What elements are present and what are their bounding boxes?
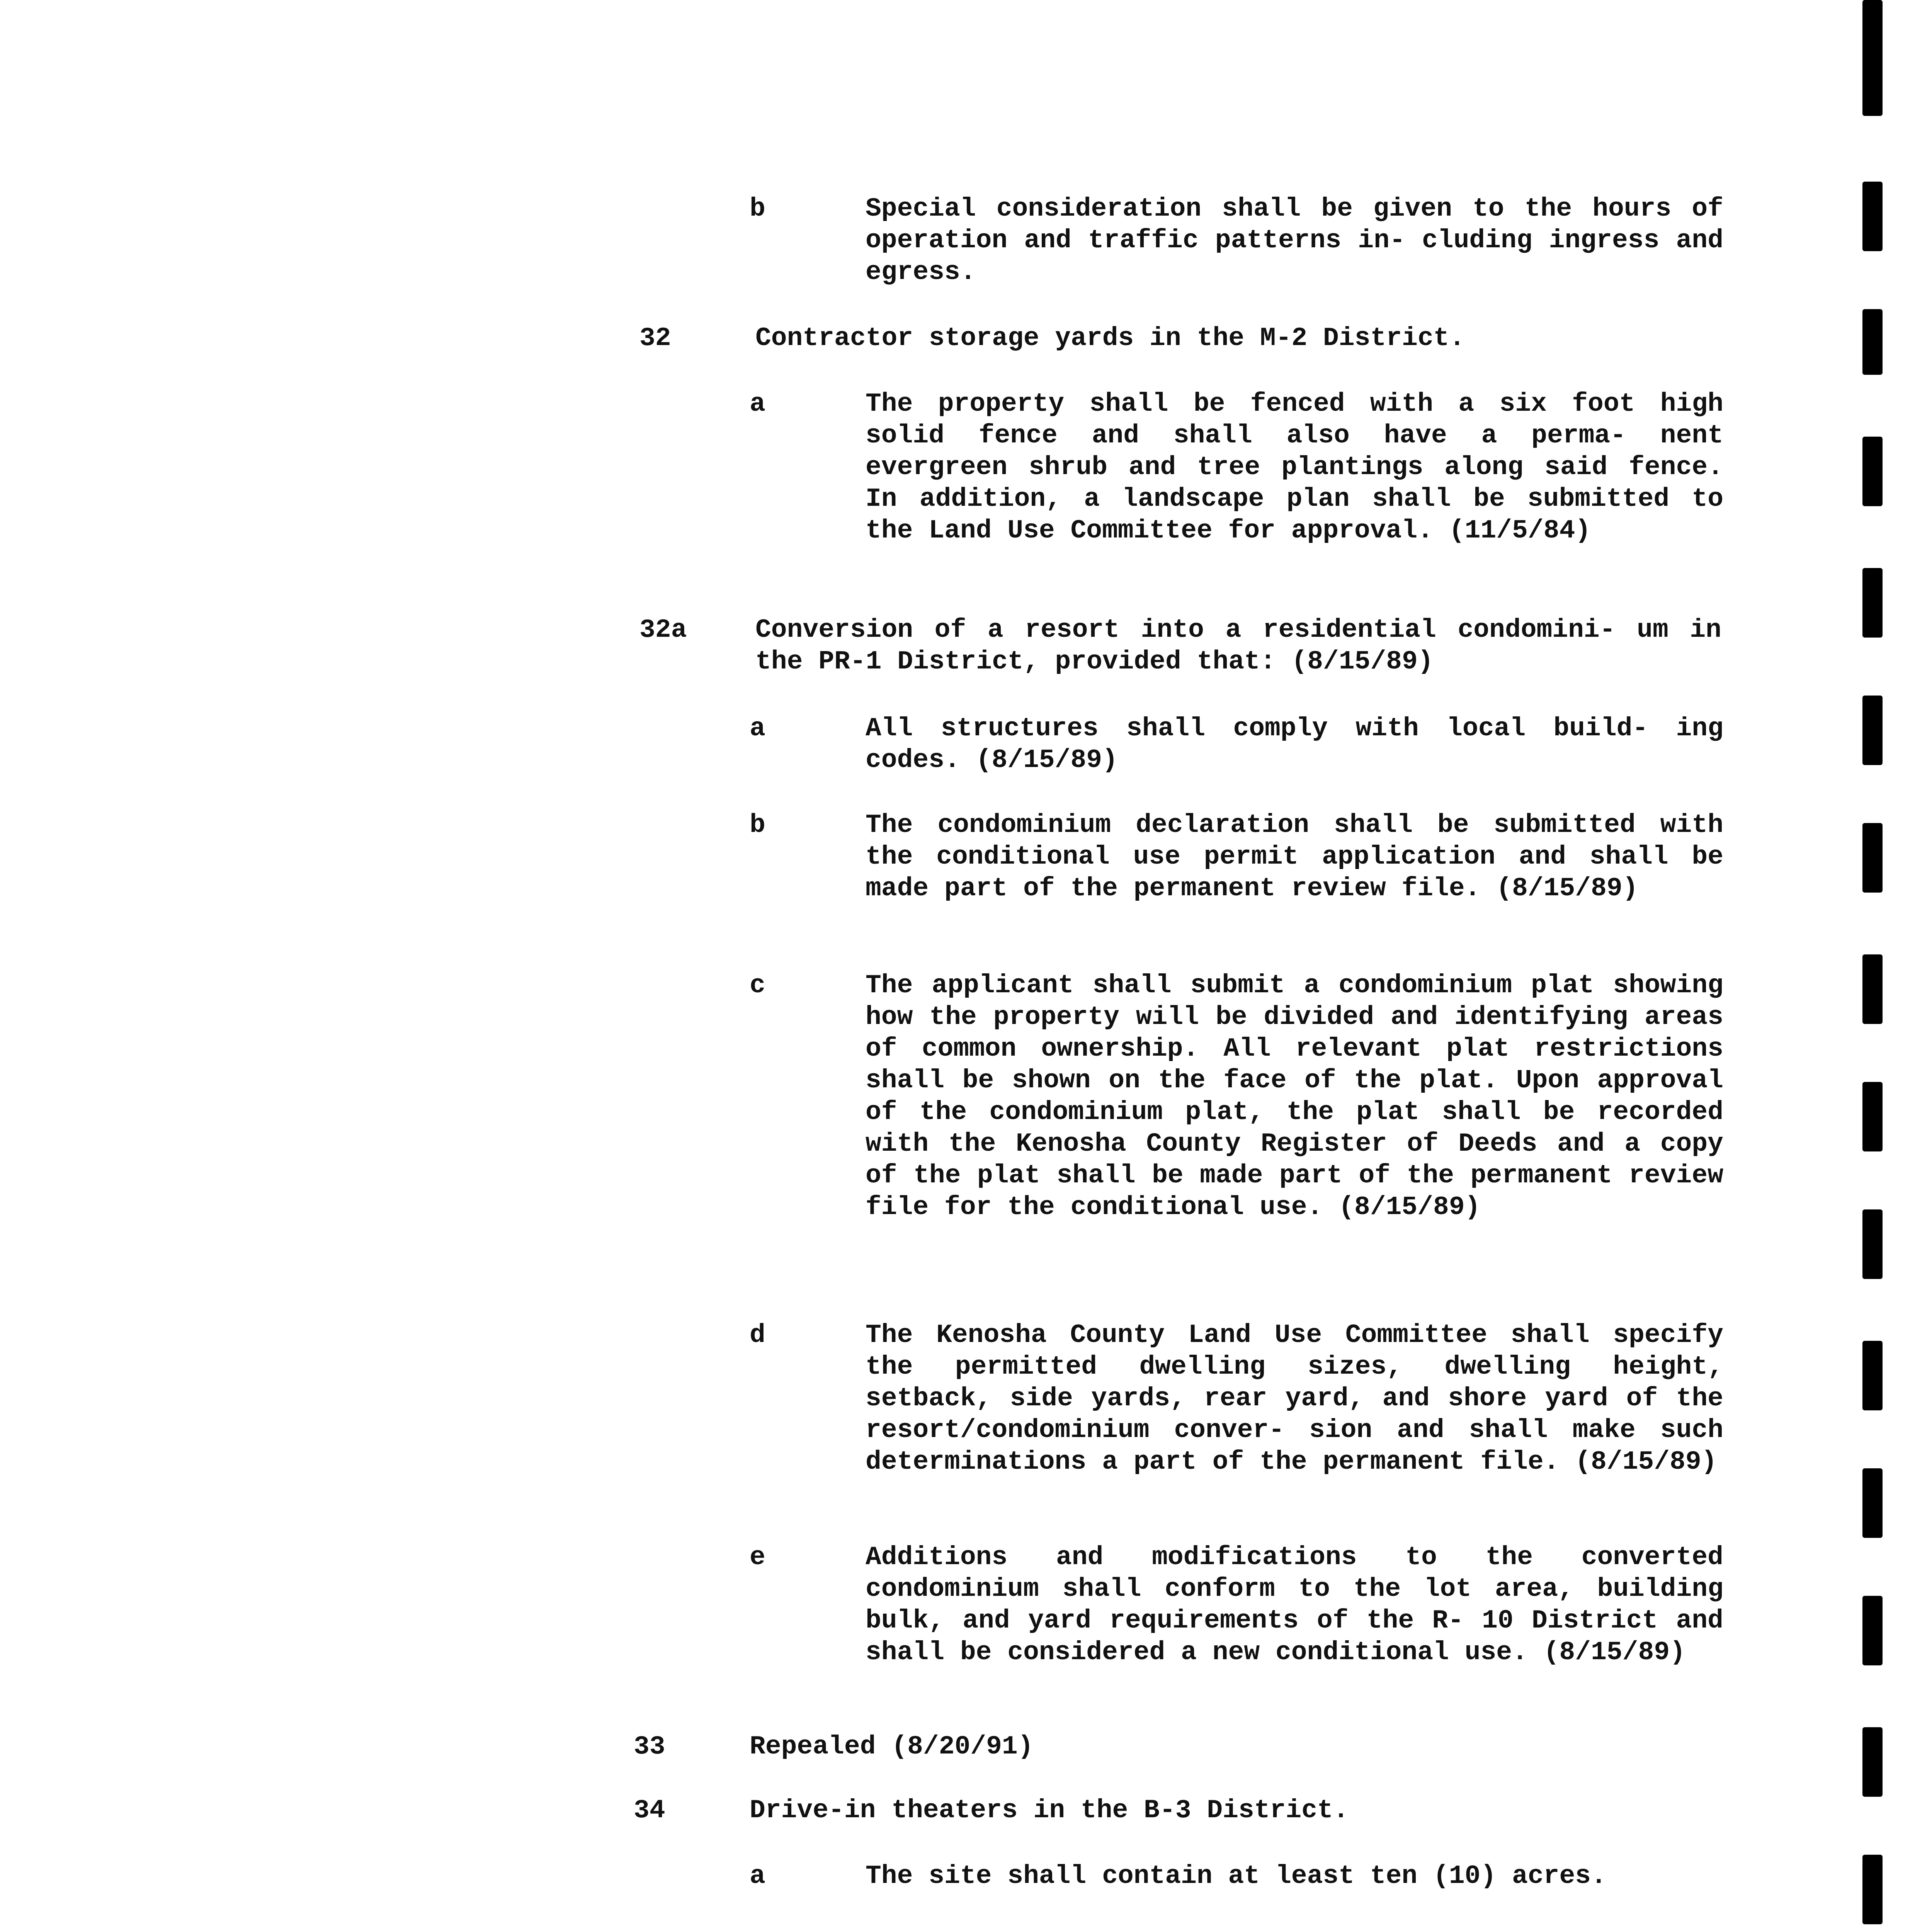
subitem-text: Additions and modifications to the converted condominium shall conform to the lot area, building bulk, and yard requirements of the R- 10 District and shall be considered a new conditional use. (8/15/89) bbox=[866, 1543, 1723, 1667]
scan-mark bbox=[1862, 309, 1883, 375]
section-heading: Contractor storage yards in the M-2 District. bbox=[755, 323, 1465, 353]
section-heading: Repealed (8/20/91) bbox=[750, 1732, 1034, 1762]
scan-mark bbox=[1862, 437, 1883, 506]
section-number: 32 bbox=[639, 323, 671, 353]
scan-mark bbox=[1862, 1596, 1883, 1665]
section-heading: Conversion of a resort into a residential condomini- um in the PR-1 District, provided that: (8/15/89) bbox=[755, 615, 1721, 677]
section-number: 32a bbox=[639, 615, 687, 645]
subitem-label: c bbox=[750, 971, 765, 1000]
scan-mark bbox=[1862, 0, 1883, 116]
subitem-text: The condominium declaration shall be submitted with the conditional use permit application and shall be made part of the permanent review file. (8/15/89) bbox=[866, 810, 1723, 903]
subitem-text: The property shall be fenced with a six foot high solid fence and shall also have a perma- nent evergreen shrub and tree plantings along said fence. In addition, a landscape plan shall be submitted to the Land Use Committee for approval. (11/5/84) bbox=[866, 389, 1723, 546]
scan-mark bbox=[1862, 182, 1883, 251]
subitem-label: b bbox=[750, 194, 765, 224]
subitem-label: d bbox=[750, 1320, 765, 1350]
scan-mark bbox=[1862, 1341, 1883, 1410]
scan-mark bbox=[1862, 954, 1883, 1024]
scan-mark bbox=[1862, 1727, 1883, 1797]
scan-mark bbox=[1862, 1209, 1883, 1279]
subitem-text: The Kenosha County Land Use Committee shall specify the permitted dwelling sizes, dwelling height, setback, side yards, rear yard, and shore yard of the resort/condominium conver- sion and shall make such determinations a part of the permanent file. (8/15/89) bbox=[866, 1320, 1723, 1477]
scan-mark bbox=[1862, 696, 1883, 765]
subitem-text: The applicant shall submit a condominium plat showing how the property will be divided and identifying areas of common ownership. All relevant plat restrictions shall be shown on the face of the plat. Upon approval of the condominium plat, the plat shall be recorded with the Kenosha County Register of Deeds and a copy of the plat shall be made part of the permanent review file for the conditional use. (8/15/89) bbox=[866, 971, 1723, 1222]
section-number: 34 bbox=[634, 1796, 665, 1825]
subitem-label: a bbox=[750, 714, 765, 743]
subitem-label: e bbox=[750, 1543, 765, 1572]
scan-mark bbox=[1862, 1855, 1883, 1924]
subitem-label: a bbox=[750, 389, 765, 419]
subitem-text: Special consideration shall be given to the hours of operation and traffic patterns in- cluding ingress and egress. bbox=[866, 194, 1723, 287]
scan-mark bbox=[1862, 1082, 1883, 1151]
subitem-label: b bbox=[750, 810, 765, 840]
scan-mark bbox=[1862, 568, 1883, 638]
subitem-label: a bbox=[750, 1861, 765, 1891]
scan-mark bbox=[1862, 1468, 1883, 1538]
section-number: 33 bbox=[634, 1732, 665, 1762]
section-heading: Drive-in theaters in the B-3 District. bbox=[750, 1796, 1349, 1825]
subitem-text: The site shall contain at least ten (10) acres. bbox=[866, 1861, 1607, 1891]
scan-mark bbox=[1862, 823, 1883, 893]
subitem-text: All structures shall comply with local build- ing codes. (8/15/89) bbox=[866, 714, 1723, 775]
